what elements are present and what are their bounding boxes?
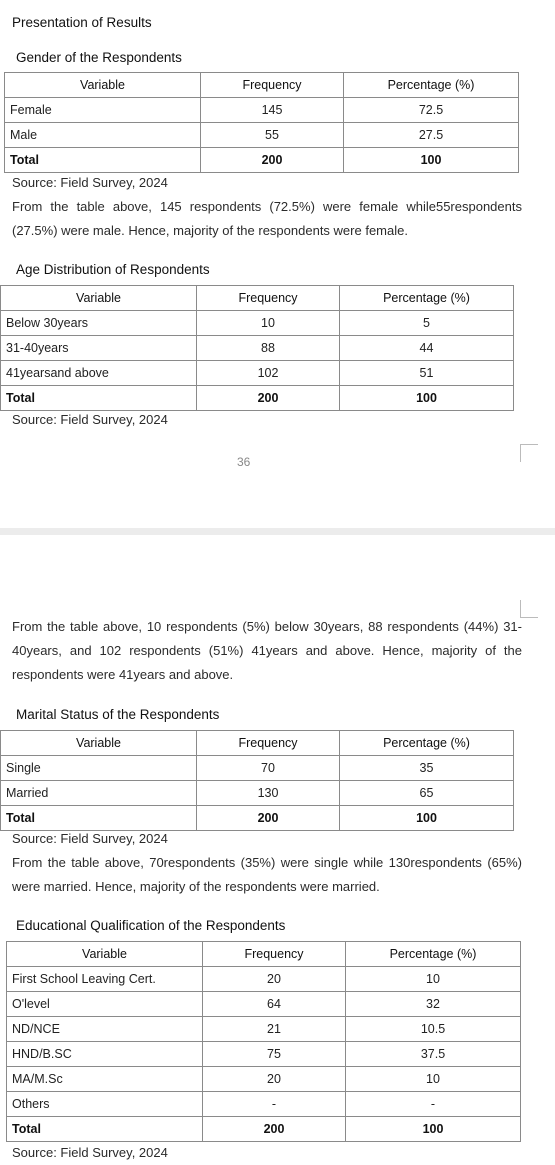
education-heading: Educational Qualification of the Respondents	[16, 918, 286, 933]
table-header-row	[5, 73, 519, 98]
cell-variable: O'level	[7, 992, 203, 1017]
cell-variable: Total	[5, 148, 201, 173]
header-variable: Variable	[1, 286, 197, 311]
cell-percentage: 72.5	[344, 98, 519, 123]
cell-frequency: 200	[197, 386, 340, 411]
table-row	[7, 967, 521, 992]
header-variable: Variable	[1, 731, 197, 756]
cell-frequency: 88	[197, 336, 340, 361]
cell-variable: MA/M.Sc	[7, 1067, 203, 1092]
table-row	[7, 992, 521, 1017]
cell-frequency: 200	[201, 148, 344, 173]
cell-variable: Others	[7, 1092, 203, 1117]
marital-heading: Marital Status of the Respondents	[16, 707, 220, 722]
table-total-row	[5, 148, 519, 173]
header-percentage: Percentage (%)	[340, 731, 514, 756]
cell-variable: Female	[5, 98, 201, 123]
table-row	[1, 756, 514, 781]
cell-variable: HND/B.SC	[7, 1042, 203, 1067]
table-total-row	[1, 386, 514, 411]
cell-frequency: 145	[201, 98, 344, 123]
page-number: 36	[237, 455, 251, 469]
page-corner-mark	[520, 444, 538, 462]
table-row	[5, 98, 519, 123]
cell-variable: First School Leaving Cert.	[7, 967, 203, 992]
cell-percentage: 100	[340, 806, 514, 831]
education-source: Source: Field Survey, 2024	[12, 1145, 168, 1160]
marital-source: Source: Field Survey, 2024	[12, 831, 168, 846]
cell-variable: 31-40years	[1, 336, 197, 361]
cell-frequency: 130	[197, 781, 340, 806]
table-row	[1, 336, 514, 361]
table-header-row	[1, 731, 514, 756]
cell-frequency: 64	[203, 992, 346, 1017]
cell-frequency: 10	[197, 311, 340, 336]
cell-variable: Single	[1, 756, 197, 781]
table-row	[1, 361, 514, 386]
table-row	[7, 1067, 521, 1092]
cell-percentage: -	[346, 1092, 521, 1117]
education-table	[6, 941, 521, 1142]
cell-frequency: 21	[203, 1017, 346, 1042]
cell-percentage: 37.5	[346, 1042, 521, 1067]
page-title: Presentation of Results	[12, 15, 152, 30]
cell-variable: Male	[5, 123, 201, 148]
page-corner-mark	[520, 600, 538, 618]
cell-variable: Total	[1, 806, 197, 831]
table-header-row	[7, 942, 521, 967]
cell-variable: Total	[1, 386, 197, 411]
age-paragraph: From the table above, 10 respondents (5%) below 30years, 88 respondents (44%) 31-40years, and 102 respondents (51%) 41years and above. Hence, majority of the respondents were 41years and above.	[12, 619, 522, 682]
table-total-row	[7, 1117, 521, 1142]
table-row	[7, 1042, 521, 1067]
cell-variable: Married	[1, 781, 197, 806]
cell-frequency: 200	[203, 1117, 346, 1142]
table-row	[1, 781, 514, 806]
cell-frequency: 70	[197, 756, 340, 781]
cell-percentage: 100	[346, 1117, 521, 1142]
cell-percentage: 35	[340, 756, 514, 781]
cell-percentage: 100	[344, 148, 519, 173]
cell-frequency: -	[203, 1092, 346, 1117]
cell-percentage: 65	[340, 781, 514, 806]
cell-variable: ND/NCE	[7, 1017, 203, 1042]
header-frequency: Frequency	[203, 942, 346, 967]
header-percentage: Percentage (%)	[346, 942, 521, 967]
cell-frequency: 102	[197, 361, 340, 386]
header-percentage: Percentage (%)	[340, 286, 514, 311]
gender-heading: Gender of the Respondents	[16, 50, 182, 65]
cell-percentage: 51	[340, 361, 514, 386]
marital-table	[0, 730, 514, 831]
cell-percentage: 10.5	[346, 1017, 521, 1042]
cell-percentage: 44	[340, 336, 514, 361]
header-variable: Variable	[5, 73, 201, 98]
cell-frequency: 20	[203, 967, 346, 992]
cell-frequency: 200	[197, 806, 340, 831]
table-row	[7, 1092, 521, 1117]
cell-percentage: 5	[340, 311, 514, 336]
gender-source: Source: Field Survey, 2024	[12, 175, 168, 190]
header-frequency: Frequency	[197, 731, 340, 756]
cell-percentage: 10	[346, 967, 521, 992]
cell-frequency: 20	[203, 1067, 346, 1092]
header-frequency: Frequency	[201, 73, 344, 98]
table-row	[7, 1017, 521, 1042]
header-percentage: Percentage (%)	[344, 73, 519, 98]
age-heading: Age Distribution of Respondents	[16, 262, 210, 277]
age-table	[0, 285, 514, 411]
age-source: Source: Field Survey, 2024	[12, 412, 168, 427]
cell-percentage: 10	[346, 1067, 521, 1092]
marital-paragraph: From the table above, 70respondents (35%) were single while 130respondents (65%) were married. Hence, majority of the respondents were married.	[12, 855, 522, 894]
cell-percentage: 32	[346, 992, 521, 1017]
header-variable: Variable	[7, 942, 203, 967]
page-separator	[0, 528, 555, 535]
header-frequency: Frequency	[197, 286, 340, 311]
cell-frequency: 75	[203, 1042, 346, 1067]
gender-table	[4, 72, 519, 173]
table-row	[1, 311, 514, 336]
cell-variable: Below 30years	[1, 311, 197, 336]
table-row	[5, 123, 519, 148]
cell-percentage: 27.5	[344, 123, 519, 148]
cell-variable: 41yearsand above	[1, 361, 197, 386]
cell-percentage: 100	[340, 386, 514, 411]
table-header-row	[1, 286, 514, 311]
cell-variable: Total	[7, 1117, 203, 1142]
gender-paragraph: From the table above, 145 respondents (72.5%) were female while55respondents (27.5%) were male. Hence, majority of the respondents were female.	[12, 199, 522, 238]
cell-frequency: 55	[201, 123, 344, 148]
